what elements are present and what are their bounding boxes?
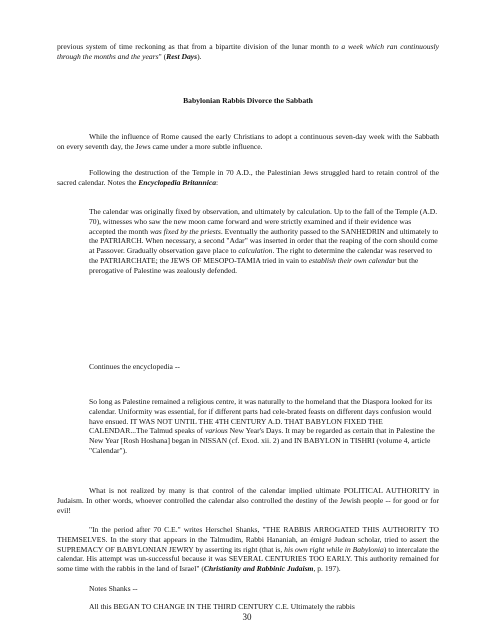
section-heading: Babylonian Rabbis Divorce the Sabbath (183, 96, 313, 105)
paragraph-5: All this BEGAN TO CHANGE IN THE THIRD CENTURY C.E. Ultimately the rabbis (89, 602, 355, 611)
block-quote-2 (89, 397, 439, 456)
quote-2-text: New Year's Days. It may be regarded as certain that in Palestine the New Year [Rosh Hoshana] began in NISSAN (cf. Exod. xii. 2) and IN BABYLON in TISHRI (volume 4, article "Calendar"). (89, 426, 435, 455)
quote-1-italic: was fixed by the priests (149, 226, 221, 236)
quote-2-italic: various (204, 426, 228, 436)
encyclopedia-title: Encyclopedia Britannica (138, 177, 217, 187)
paragraph-4-text: "In the period after 70 C.E." writes Herschel Shanks, "THE RABBIS ARROGATED THIS AUTHORITY TO THEMSELVES. In the story that appears in the Talmudim, Rabbi Hananiah, an émigré Judean scholar, tried to assert the SUPREMACY OF BABYLONIAN JEWRY by asserting its right (that is, (57, 525, 439, 554)
quote-1-text: but the prerogative of Palestine was zealously defended. (89, 255, 419, 275)
paragraph-1: While the influence of Rome caused the early Christians to adopt a continuous seven-day week with the Sabbath on every seventh day, the Jews came under a more subtle influence. (57, 132, 439, 151)
paragraph-4-italic: his own right while in Babylonia (284, 544, 384, 554)
intro-text: previous system of time reckoning as that from a bipartite division of the lunar month (57, 42, 333, 51)
paragraph-2 (57, 168, 439, 188)
shanks-book-title: Christianity and Rabbinic Judaism (203, 564, 314, 574)
quote-1-italic: calculation (238, 246, 273, 256)
quote-1-italic: establish their own calendar (308, 255, 396, 265)
block-quote-1 (89, 207, 439, 276)
quote-2-text: So long as Palestine remained a religious centre, it was naturally to the homeland that the Diaspora looked for its calendar. Uniformity was essential, for if different parts had cele-brated feasts on different days confusion would have ensued. IT WAS NOT UNTIL THE 4TH CENTURY A.D. THAT BABYLON FIXED THE CALENDAR...The Talmud speaks of (89, 397, 432, 436)
intro-text: ). (197, 51, 202, 61)
notes-line: Notes Shanks -- (89, 584, 138, 593)
paragraph-4-text: , p. 197). (313, 564, 341, 574)
intro-paragraph (57, 42, 439, 62)
paragraph-4 (57, 525, 439, 574)
intro-text: " ( (158, 51, 167, 61)
continues-line: Continues the encyclopedia -- (89, 362, 180, 371)
paragraph-3: What is not realized by many is that control of the calendar implied ultimate POLITICAL AUTHORITY in Judaism. In other words, whoever controlled the calendar also controlled the destiny of the Jewish people -- for good or for evil! (57, 486, 439, 515)
quote-1-text: . The right to determine the calendar was reserved to the PATRIARCHATE; the JEWS OF MESOPO-TAMIA tried in vain to (89, 246, 433, 265)
paragraph-2-text: : (216, 177, 219, 187)
page-number: 30 (242, 612, 252, 622)
intro-italic: to a week which ran continuously through the months and the years (57, 42, 440, 61)
paragraph-2-text: Following the destruction of the Temple in 70 A.D., the Palestinian Jews struggled hard to retain control of the sacred calendar. Notes the (57, 168, 439, 187)
paragraph-4-text: ) to intercalate the calendar. His attempt was un-successful because it was SEVERAL CENTURIES TOO EARLY. This authority remained for some time with the rabbis in the land of Israel" ( (57, 544, 440, 574)
quote-1-text: The calendar was originally fixed by observation, and ultimately by calculation. Up to the fall of the Temple (A.D. 70), witnesses who saw the new moon came forward and were strictly examined and if their evidence was accepted the month (89, 207, 438, 236)
quote-1-text: . Eventually the authority passed to the SANHEDRIN and ultimately to the PATRIARCH. When necessary, a second "Adar" was inserted in order that the reaping of the corn should come at Passover. Gradually observation gave place to (89, 226, 439, 256)
intro-book-title: Rest Days (166, 51, 198, 61)
